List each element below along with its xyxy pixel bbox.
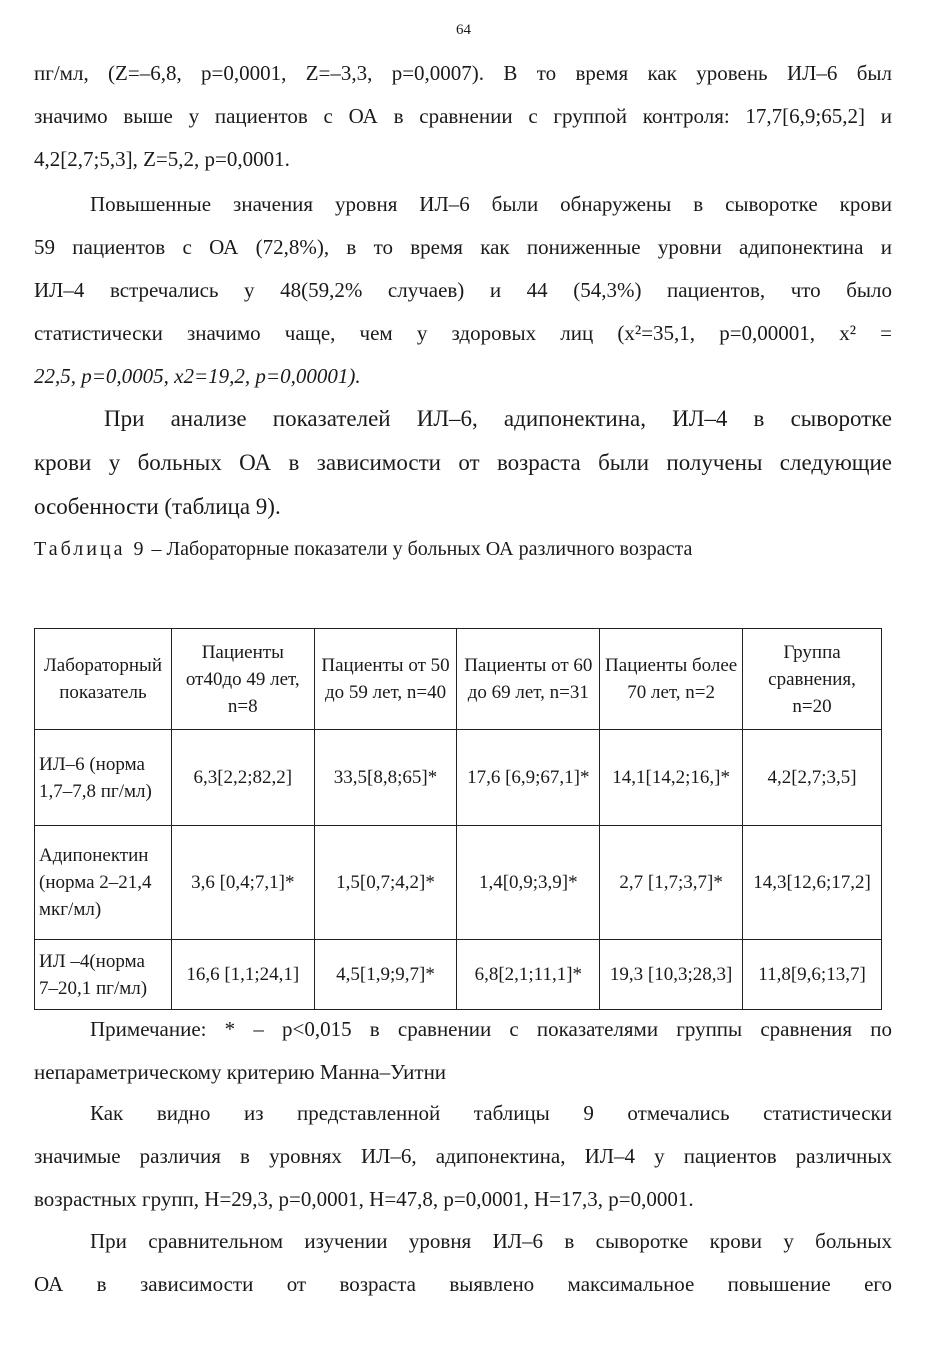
text-line: При сравнительном изучении уровня ИЛ–6 в сыворотке крови у больных: [90, 1229, 892, 1253]
text-line: ИЛ–4 встречались у 48(59,2% случаев) и 44 (54,3%) пациентов, что было: [34, 278, 892, 302]
text-line: значимые различия в уровнях ИЛ–6, адипонектина, ИЛ–4 у пациентов различных: [34, 1144, 892, 1168]
text-line: особенности (таблица 9).: [34, 494, 281, 519]
text-line: пг/мл, (Z=–6,8, p=0,0001, Z=–3,3, p=0,0007). В то время как уровень ИЛ–6 был: [34, 61, 892, 85]
table-row: [35, 940, 882, 1010]
table-cell: 11,8[9,6;13,7]: [743, 940, 882, 1010]
table-cell: 6,8[2,1;11,1]*: [457, 940, 600, 1010]
table-cell: 1,5[0,7;4,2]*: [314, 826, 457, 940]
text-line: статистически значимо чаще, чем у здоровых лиц (x²=35,1, p=0,00001, x² =: [34, 321, 892, 345]
table-cell: 6,3[2,2;82,2]: [171, 730, 314, 826]
row-header: ИЛ –4(норма 7–20,1 пг/мл): [35, 940, 172, 1010]
page-number: 64: [456, 22, 471, 38]
table-cell: 2,7 [1,7;3,7]*: [600, 826, 743, 940]
column-header: Группа сравнения, n=20: [743, 629, 882, 730]
text-line: крови у больных ОА в зависимости от возраста были получены следующие: [34, 450, 892, 475]
text-line: При анализе показателей ИЛ–6, адипонектина, ИЛ–4 в сыворотке: [104, 406, 892, 431]
table-row: [35, 730, 882, 826]
table-cell: 3,6 [0,4;7,1]*: [171, 826, 314, 940]
text-line: ОА в зависимости от возраста выявлено максимальное повышение его: [34, 1272, 892, 1296]
paragraph-3: [34, 397, 892, 529]
column-header: Пациенты более 70 лет, n=2: [600, 629, 743, 730]
table-note: [34, 1008, 892, 1094]
table-caption-text: – Лабораторные показатели у больных ОА различного возраста: [146, 538, 693, 560]
row-header: ИЛ–6 (норма 1,7–7,8 пг/мл): [35, 730, 172, 826]
paragraph-2: [34, 183, 892, 398]
paragraph-4: [34, 1092, 892, 1221]
column-header: Пациенты от 50 до 59 лет, n=40: [314, 629, 457, 730]
text-line: 59 пациентов с ОА (72,8%), в то время как пониженные уровни адипонектина и: [34, 235, 892, 259]
table-cell: 14,1[14,2;16,]*: [600, 730, 743, 826]
table-row: [35, 826, 882, 940]
table-cell: 16,6 [1,1;24,1]: [171, 940, 314, 1010]
table-cell: 1,4[0,9;3,9]*: [457, 826, 600, 940]
column-header: Пациенты от 60 до 69 лет, n=31: [457, 629, 600, 730]
lab-table: [34, 628, 882, 1010]
text-line: возрастных групп, H=29,3, p=0,0001, H=47,8, p=0,0001, H=17,3, p=0,0001.: [34, 1187, 694, 1211]
paragraph-5: [34, 1220, 892, 1306]
table-cell: 4,2[2,7;3,5]: [743, 730, 882, 826]
table-cell: 33,5[8,8;65]*: [314, 730, 457, 826]
row-header: Адипонектин (норма 2–21,4 мкг/мл): [35, 826, 172, 940]
text-line: 4,2[2,7;5,3], Z=5,2, p=0,0001.: [34, 147, 290, 171]
table-cell: 14,3[12,6;17,2]: [743, 826, 882, 940]
text-line: Повышенные значения уровня ИЛ–6 были обнаружены в сыворотке крови: [90, 192, 892, 216]
text-line: Примечание: * – p<0,015 в сравнении с показателями группы сравнения по: [90, 1017, 892, 1041]
table-caption-label: Таблица 9: [34, 538, 147, 560]
table-cell: 4,5[1,9;9,7]*: [314, 940, 457, 1010]
text-line: непараметрическому критерию Манна–Уитни: [34, 1060, 447, 1084]
table-caption: [34, 538, 894, 561]
column-header: Пациенты от40до 49 лет, n=8: [171, 629, 314, 730]
column-header: Лабораторный показатель: [35, 629, 172, 730]
text-line: Как видно из представленной таблицы 9 отмечались статистически: [90, 1101, 892, 1125]
table-cell: 19,3 [10,3;28,3]: [600, 940, 743, 1010]
table-header-row: [35, 629, 882, 730]
text-line: значимо выше у пациентов с ОА в сравнении с группой контроля: 17,7[6,9;65,2] и: [34, 104, 892, 128]
paragraph-1: [34, 52, 892, 181]
table-cell: 17,6 [6,9;67,1]*: [457, 730, 600, 826]
text-line: 22,5, p=0,0005, x2=19,2, p=0,00001).: [34, 364, 361, 388]
